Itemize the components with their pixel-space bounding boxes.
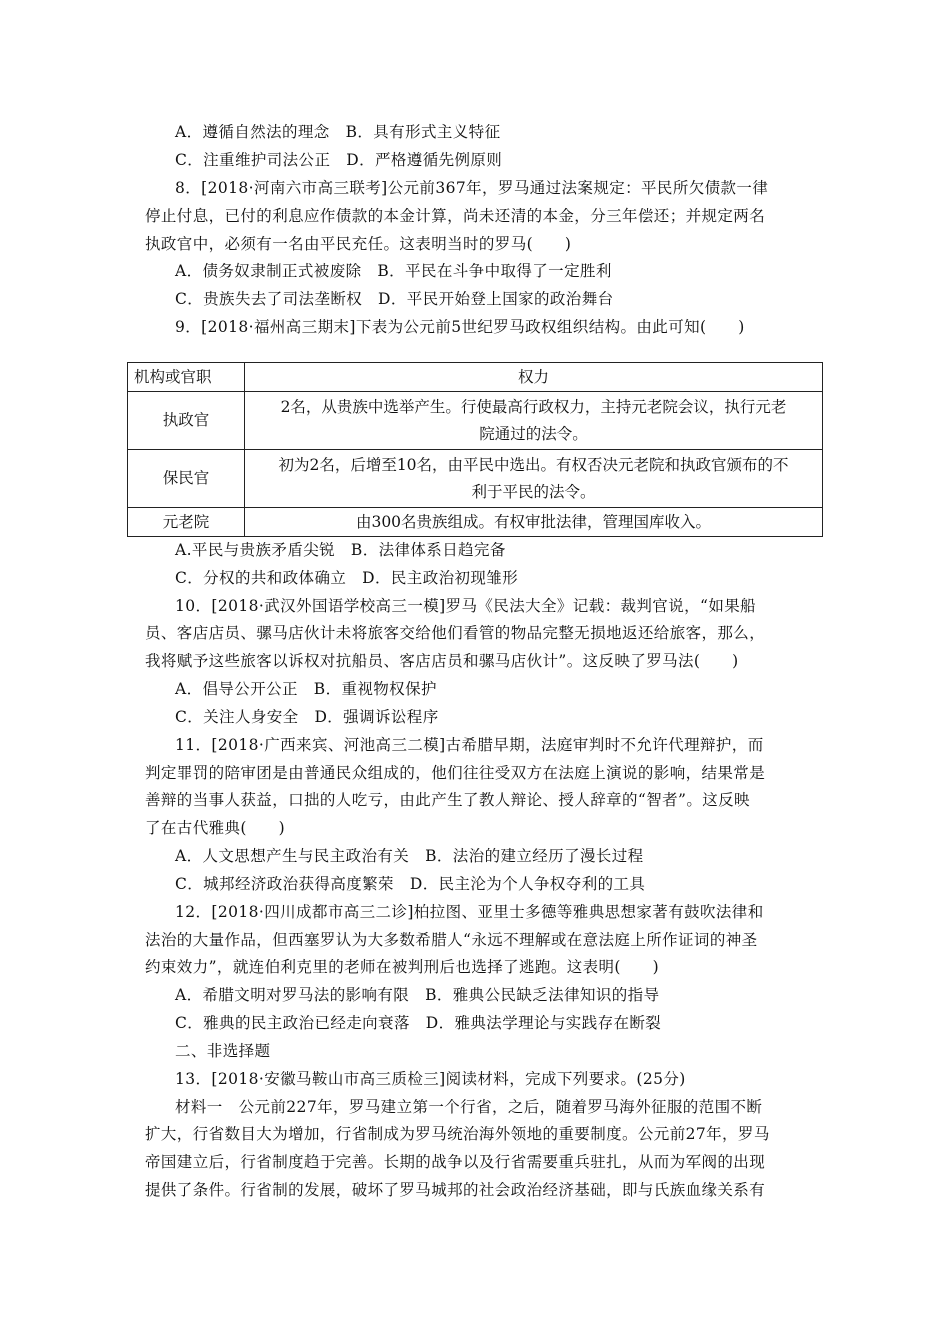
q9-options-2: C．分权的共和政体确立 D．民主政治初现雏形 (175, 569, 519, 587)
table-cell-power-line: 2名，从贵族中选举产生。行使最高行政权力，主持元老院会议，执行元老 (280, 397, 787, 416)
table-cell-power (245, 392, 823, 450)
material-1-line-2: 扩大，行省数目大为增加，行省制成为罗马统治海外领地的重要制度。公元前27年，罗马 (145, 1125, 770, 1143)
table-cell-org: 执政官 (128, 392, 245, 450)
q10-stem-2: 员、客店店员、骡马店伙计未将旅客交给他们看管的物品完整无损地返还给旅客，那么， (145, 624, 766, 642)
q10-stem-1: 10．[2018·武汉外国语学校高三一模]罗马《民法大全》记载：裁判官说，“如果船 (175, 597, 757, 615)
q13-stem: 13．[2018·安徽马鞍山市高三质检三]阅读材料，完成下列要求。(25分) (175, 1070, 686, 1088)
q8-stem-2: 停止付息，已付的利息应作债款的本金计算，尚未还清的本金，分三年偿还；并规定两名 (145, 207, 766, 225)
q10-stem-3: 我将赋予这些旅客以诉权对抗船员、客店店员和骡马店伙计”。这反映了罗马法( ) (145, 652, 739, 670)
table-cell-power-line: 初为2名，后增至10名，由平民中选出。有权否决元老院和执政官颁布的不 (278, 455, 789, 474)
q12-stem-2: 法治的大量作品，但西塞罗认为大多数希腊人“永远不理解或在意法庭上所作证词的神圣 (145, 931, 758, 949)
q9-stem: 9．[2018·福州高三期末]下表为公元前5世纪罗马政权组织结构。由此可知( ) (175, 318, 745, 336)
material-1-line-1: 材料一 公元前227年，罗马建立第一个行省，之后，随着罗马海外征服的范围不断 (175, 1098, 763, 1116)
table-cell-org: 元老院 (128, 508, 245, 537)
table-cell-org: 保民官 (128, 450, 245, 508)
table-cell-power (245, 508, 823, 537)
rome-government-table (127, 362, 823, 537)
q10-options-1: A．倡导公开公正 B．重视物权保护 (175, 680, 437, 698)
table-row (128, 392, 823, 450)
q8-stem-3: 执政官中，必须有一名由平民充任。这表明当时的罗马( ) (145, 235, 572, 253)
table-cell-power (245, 450, 823, 508)
q11-options-2: C．城邦经济政治获得高度繁荣 D．民主沦为个人争权夺利的工具 (175, 875, 646, 893)
table-cell-power-line: 由300名贵族组成。有权审批法律，管理国库收入。 (355, 512, 712, 531)
q11-stem-3: 善辩的当事人获益，口拙的人吃亏，由此产生了教人辩论、授人辞章的“智者”。这反映 (145, 791, 750, 809)
q12-options-1: A．希腊文明对罗马法的影响有限 B．雅典公民缺乏法律知识的指导 (175, 986, 660, 1004)
q12-stem-1: 12．[2018·四川成都市高三二诊]柏拉图、亚里士多德等雅典思想家著有鼓吹法律和 (175, 903, 764, 921)
q11-stem-1: 11．[2018·广西来宾、河池高三二模]古希腊早期，法庭审判时不允许代理辩护，而 (175, 736, 764, 754)
q10-options-2: C．关注人身安全 D．强调诉讼程序 (175, 708, 439, 726)
q11-stem-2: 判定罪罚的陪审团是由普通民众组成的，他们往往受双方在法庭上演说的影响，结果常是 (145, 764, 766, 782)
table-header-org: 机构或官职 (128, 363, 245, 392)
q11-stem-4: 了在古代雅典( ) (145, 819, 286, 837)
section-heading: 二、非选择题 (175, 1042, 271, 1060)
table-header-row (128, 363, 823, 392)
q9-options-1: A.平民与贵族矛盾尖锐 B．法律体系日趋完备 (175, 541, 506, 559)
line-options-prev-1: A．遵循自然法的理念 B．具有形式主义特征 (175, 123, 501, 141)
q8-options-2: C．贵族失去了司法垄断权 D．平民开始登上国家的政治舞台 (175, 290, 614, 308)
table-row (128, 508, 823, 537)
table-row (128, 450, 823, 508)
table-cell-power-line: 利于平民的法令。 (471, 482, 596, 501)
q12-options-2: C．雅典的民主政治已经走向衰落 D．雅典法学理论与实践存在断裂 (175, 1014, 662, 1032)
line-options-prev-2: C．注重维护司法公正 D．严格遵循先例原则 (175, 151, 503, 169)
q8-options-1: A．债务奴隶制正式被废除 B．平民在斗争中取得了一定胜利 (175, 262, 612, 280)
table-header-power: 权力 (245, 363, 823, 392)
q11-options-1: A．人文思想产生与民主政治有关 B．法治的建立经历了漫长过程 (175, 847, 644, 865)
table-cell-power-line: 院通过的法令。 (479, 424, 588, 443)
q12-stem-3: 约束效力”，就连伯利克里的老师在被判刑后也选择了逃跑。这表明( ) (145, 958, 660, 976)
q8-stem-1: 8．[2018·河南六市高三联考]公元前367年，罗马通过法案规定：平民所欠债款一律 (175, 179, 769, 197)
material-1-line-3: 帝国建立后，行省制度趋于完善。长期的战争以及行省需要重兵驻扎，从而为军阀的出现 (145, 1153, 766, 1171)
material-1-line-4: 提供了条件。行省制的发展，破坏了罗马城邦的社会政治经济基础，即与氏族血缘关系有 (145, 1181, 766, 1199)
